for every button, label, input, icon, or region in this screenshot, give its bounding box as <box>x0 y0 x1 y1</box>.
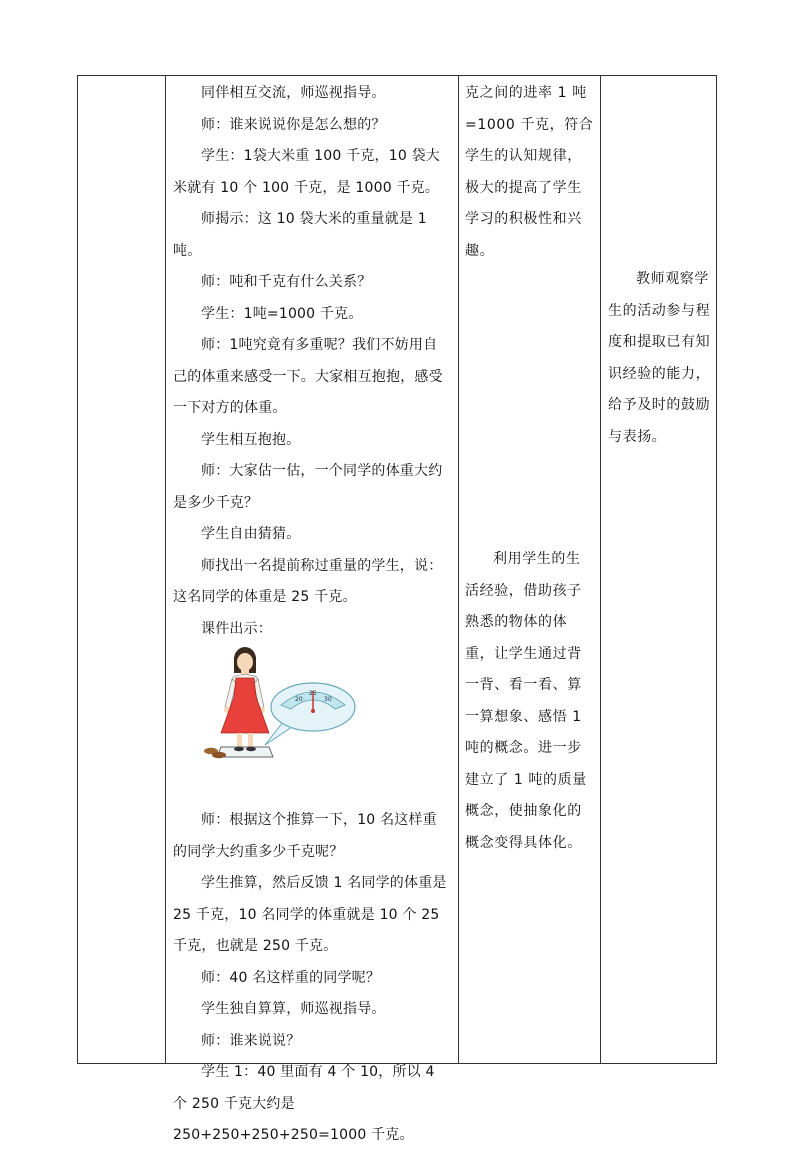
text-line: 学生 1：40 里面有 4 个 10，所以 4 个 250 千克大约是 250+250+250+250=1000 千克。 <box>173 1064 435 1143</box>
text-line: 师揭示：这 10 袋大米的重量就是 1 吨。 <box>173 211 427 259</box>
scale-mark: 30 <box>324 696 332 703</box>
text-line: 师找出一名提前称过重量的学生，说：这名同学的体重是 25 千克。 <box>173 557 443 605</box>
girl-on-scale-illustration <box>173 645 451 805</box>
text-line: 师：1吨究竟有多重呢？我们不妨用自己的体重来感受一下。大家相互抱抱，感受一下对方的体重。 <box>173 337 443 416</box>
text-line: 同伴相互交流，师巡视指导。 <box>201 85 386 101</box>
text-line: 师：大家估一估，一个同学的体重大约是多少千克？ <box>173 463 443 511</box>
assessment-paragraph: 教师观察学生的活动参与程度和提取已有知识经验的能力，给予及时的鼓励与表扬。 <box>608 271 711 445</box>
text-line: 学生推算，然后反馈 1 名同学的体重是 25 千克，10 名同学的体重就是 10 个 25 千克，也就是 250 千克。 <box>173 875 447 954</box>
scale-mark: 25 <box>309 690 317 697</box>
assessment-column <box>601 76 718 1063</box>
design-intent-paragraph-1: 克之间的进率 1 吨=1000 千克，符合学生的认知规律，极大的提高了学生学习的积极性和兴趣。 <box>465 85 594 259</box>
text-line: 师：谁来说说？ <box>201 1032 301 1049</box>
teaching-process-column <box>165 76 457 1143</box>
text-line: 师：根据这个推算一下，10 名这样重的同学大约重多少千克呢？ <box>173 812 437 860</box>
text-line: 课件出示： <box>201 620 272 637</box>
text-line: 师：40 名这样重的同学呢？ <box>201 969 381 986</box>
scale-mark: 20 <box>295 696 303 703</box>
design-intent-column <box>458 76 600 1063</box>
scale-dial-labels <box>203 645 363 803</box>
design-intent-paragraph-2: 利用学生的生活经验，借助孩子熟悉的物体的体重，让学生通过背一背、看一看、算一算想象、感悟 1 吨的概念。进一步建立了 1 吨的质量概念，使抽象化的概念变得具体化。 <box>465 551 587 851</box>
text-line: 师：吨和千克有什么关系？ <box>201 274 372 290</box>
text-line: 学生相互抱抱。 <box>201 431 301 448</box>
text-line: 学生独自算算，师巡视指导。 <box>201 1001 386 1017</box>
text-line: 学生自由猜猜。 <box>201 526 301 542</box>
text-line: 学生：1袋大米重 100 千克，10 袋大米就有 10 个 100 千克，是 1000 千克。 <box>173 148 440 196</box>
text-line: 学生：1吨=1000 千克。 <box>201 305 363 322</box>
lesson-table <box>77 75 717 1143</box>
text-line: 师：谁来说说你是怎么想的？ <box>201 116 386 133</box>
